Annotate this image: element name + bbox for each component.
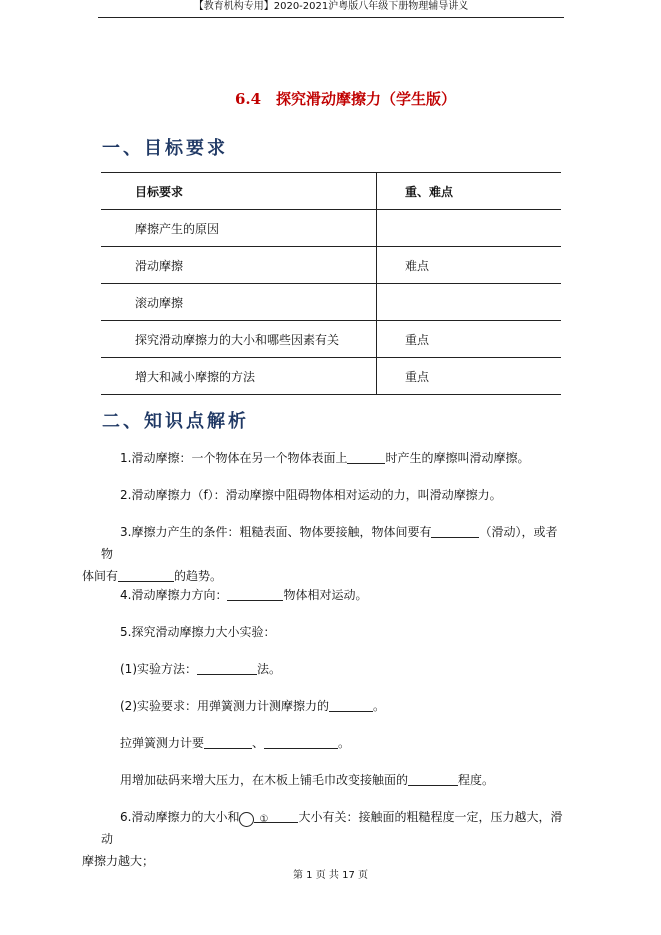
text: 。: [338, 736, 351, 750]
table-cell: 重点: [377, 358, 562, 395]
answer-blank: [329, 698, 373, 712]
answer-blank: [431, 524, 479, 538]
text: 程度。: [458, 773, 495, 787]
text: （滑动），或者物: [101, 525, 558, 561]
goals-table: [101, 172, 561, 395]
answer-blank: [254, 809, 298, 823]
paragraph-10: [82, 806, 563, 872]
text: 大小有关：接触面的粗糙程度一定，压力越大，滑动: [101, 810, 563, 846]
text: (1)实验方法：: [120, 662, 197, 676]
text: 3.摩擦力产生的条件：粗糙表面、物体要接触，物体间要有: [120, 525, 432, 539]
table-cell: 滚动摩擦: [101, 284, 377, 321]
paragraph-7: [101, 695, 563, 717]
circled-number: ①: [239, 812, 254, 827]
paragraph-2: 2.滑动摩擦力（f）：滑动摩擦中阻碍物体相对运动的力，叫滑动摩擦力。: [120, 488, 502, 502]
text: 物体相对运动。: [283, 588, 368, 602]
answer-blank: [264, 735, 338, 749]
table-cell: [377, 284, 562, 321]
table-row: [101, 210, 561, 247]
page-header: 【教育机构专用】2020-2021沪粤版八年级下册物理辅导讲义: [98, 0, 564, 18]
answer-blank: [197, 661, 257, 675]
table-row: [101, 247, 561, 284]
table-cell: 滑动摩擦: [101, 247, 377, 284]
table-cell: [377, 210, 562, 247]
table-header-row: [101, 173, 561, 210]
table-cell: 摩擦产生的原因: [101, 210, 377, 247]
text: 用增加砝码来增大压力，在木板上铺毛巾改变接触面的: [120, 773, 409, 787]
table-cell: 重点: [377, 321, 562, 358]
table-row: [101, 284, 561, 321]
table-cell: 探究滑动摩擦力的大小和哪些因素有关: [101, 321, 377, 358]
answer-blank: [347, 450, 385, 464]
section-heading-knowledge: 二、知识点解析: [102, 411, 249, 432]
text: 法。: [257, 662, 282, 676]
answer-blank: [408, 772, 458, 786]
answer-blank: [118, 568, 174, 582]
text: 的趋势。: [174, 569, 223, 583]
paragraph-1: [101, 447, 563, 469]
paragraph-6: [101, 658, 563, 680]
document-title: 6.4 探究滑动摩擦力（学生版）: [234, 90, 457, 108]
answer-blank: [227, 587, 283, 601]
table-cell: 难点: [377, 247, 562, 284]
paragraph-9: [101, 769, 563, 791]
text: 摩擦力越大；: [82, 854, 155, 868]
table-header-cell: 重、难点: [377, 173, 562, 210]
text: 体间有: [82, 569, 119, 583]
text: 6.滑动摩擦力的大小和: [120, 810, 240, 824]
table-cell: 增大和减小摩擦的方法: [101, 358, 377, 395]
text: 4.滑动摩擦力方向：: [120, 588, 228, 602]
answer-blank: [204, 735, 252, 749]
paragraph-5: 5.探究滑动摩擦力大小实验：: [120, 625, 276, 639]
text: 、: [252, 736, 265, 750]
paragraph-4: [101, 584, 563, 606]
text: 1.滑动摩擦：一个物体在另一个物体表面上: [120, 451, 348, 465]
text: 时产生的摩擦叫滑动摩擦。: [385, 451, 530, 465]
table-row: [101, 321, 561, 358]
text: 拉弹簧测力计要: [120, 736, 205, 750]
section-heading-goals: 一、目标要求: [102, 138, 228, 159]
paragraph-8: [101, 732, 563, 754]
text: 。: [373, 699, 386, 713]
table-row: [101, 358, 561, 395]
table-header-cell: 目标要求: [101, 173, 377, 210]
page-footer: 第 1 页 共 17 页: [293, 870, 368, 881]
text: (2)实验要求：用弹簧测力计测摩擦力的: [120, 699, 329, 713]
paragraph-3: [82, 521, 563, 587]
